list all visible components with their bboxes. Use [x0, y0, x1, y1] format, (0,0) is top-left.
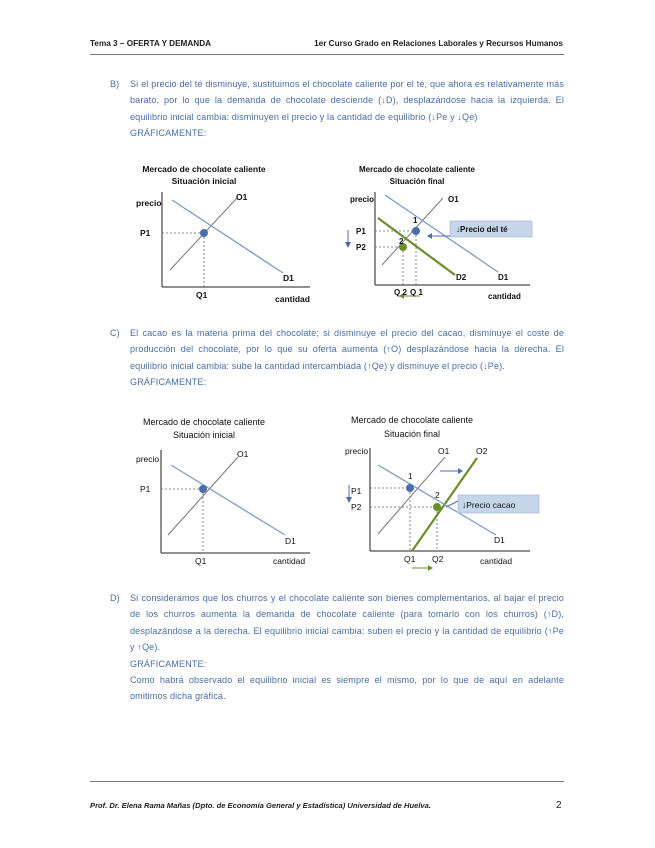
chart-b-initial-title2: Situación inicial: [171, 176, 237, 186]
chart-c-final-shift-arrowhead: [458, 468, 463, 474]
chart-c-initial-q-label: Q1: [195, 556, 207, 566]
chart-b-final-q1-label: Q 1: [410, 288, 423, 297]
chart-b-final-title2: Situación final: [389, 177, 445, 186]
chart-c-final-p2-label: P2: [351, 502, 362, 512]
chart-b-initial-demand-line: [172, 200, 283, 273]
chart-b-final-shift-arrowhead: [427, 233, 432, 239]
chart-c-final-title1: Mercado de chocolate caliente: [350, 415, 474, 425]
chart-c-initial-supply-line: [168, 457, 238, 535]
chart-b-final-price-down-arrowhead: [345, 242, 351, 248]
chart-b-final-ylabel: precio: [350, 195, 375, 204]
chart-c-final-callout: ↓Precio cacao: [462, 500, 516, 510]
chart-c-final-point-1: [406, 484, 414, 492]
chart-b-initial: [120, 160, 330, 310]
header-rule: [90, 54, 564, 55]
chart-b-final-xlabel: cantidad: [488, 292, 521, 301]
footer-rule: [90, 781, 564, 782]
chart-b-initial-supply-label: O1: [236, 192, 248, 202]
section-b-grafico: GRÁFICAMENTE:: [130, 128, 207, 139]
section-d-text: Si consideramos que los churros y el chocolate caliente son bienes complementarios, al bajar el precio de los churros aumenta la demanda de chocolate caliente (para tomarlo con los churros) (↑D), desplazándose a la derecha. El equilibrio inicial cambia: suben el precio y la cantidad de equilibrio (↑Pe y ↑Qe).: [130, 593, 564, 653]
chart-c-initial-xlabel: cantidad: [273, 556, 306, 566]
chart-b-final-point-1: [412, 227, 420, 235]
chart-b-final-p1-label: P1: [356, 227, 366, 236]
section-d-paragraph: [130, 590, 564, 705]
chart-c-initial-equilibrium-point: [199, 485, 207, 493]
chart-c-initial: [120, 410, 330, 570]
chart-c-final-q2-label: Q2: [432, 554, 444, 564]
chart-b-final-callout: ↓Precio del té: [456, 225, 508, 234]
chart-c-final-title2: Situación final: [383, 429, 441, 439]
header-left: Tema 3 – OFERTA Y DEMANDA: [90, 39, 212, 48]
chart-c-final-point-2: [433, 503, 441, 511]
header-right: 1er Curso Grado en Relaciones Laborales y Recursos Humanos: [314, 39, 563, 48]
chart-b-initial-title1: Mercado de chocolate caliente: [142, 164, 266, 174]
chart-c-initial-title1: Mercado de chocolate caliente: [142, 417, 266, 427]
chart-c-final: [340, 410, 560, 575]
chart-b-final-point1-label: 1: [413, 216, 418, 225]
chart-b-initial-equilibrium-point: [200, 229, 208, 237]
chart-c-final-callout-pointer: [446, 501, 458, 507]
chart-b-final-title1: Mercado de chocolate caliente: [358, 165, 476, 174]
chart-c-final-xlabel: cantidad: [480, 556, 513, 566]
section-c-grafico: GRÁFICAMENTE:: [130, 377, 207, 388]
chart-b-initial-ylabel: precio: [136, 198, 162, 208]
chart-c-final-point2-label: 2: [435, 490, 440, 500]
section-d-label: D): [110, 593, 120, 603]
section-d-note: Como habrá observado el equilibrio inicial es siempre el mismo, por lo que de aquí en adelante omitimos dicha gráfica.: [130, 675, 564, 702]
chart-b-final-p2-label: P2: [356, 243, 366, 252]
chart-c-initial-title2: Situación inicial: [172, 430, 236, 440]
section-c-text: El cacao es la materia prima del chocolate; si disminuye el precio del cacao, disminuye el coste de producción del chocolate, por lo que su oferta aumenta (↑O) desplazándose hacia la derecha. El equilibrio inicial cambia: sube la cantidad intercambiada (↑Qe) y disminuye el precio (↓Pe).: [130, 328, 564, 371]
chart-c-final-ylabel: precio: [345, 446, 369, 456]
chart-b-final-supply-label: O1: [448, 195, 459, 204]
chart-c-final-demand-label: D1: [494, 535, 505, 545]
chart-b-final-point2-label: 2: [399, 237, 404, 246]
chart-c-final-q1-label: Q1: [404, 554, 416, 564]
chart-b-final-q2-label: Q 2: [394, 288, 407, 297]
chart-c-final-p1-label: P1: [351, 486, 362, 496]
chart-c-initial-p-label: P1: [140, 484, 151, 494]
chart-b-final-demand1-label: D1: [498, 273, 509, 282]
footer-text: Prof. Dr. Elena Rama Mañas (Dpto. de Economía General y Estadística) Universidad de Huelva.: [90, 801, 431, 810]
chart-c-final-supply2-label: O2: [476, 446, 488, 456]
chart-c-initial-ylabel: precio: [136, 454, 160, 464]
chart-c-final-qty-right-arrowhead: [428, 565, 433, 571]
chart-b-initial-p-label: P1: [140, 228, 151, 238]
chart-c-final-supply1-label: O1: [438, 446, 450, 456]
chart-b-final-demand2-label: D2: [456, 273, 467, 282]
section-c-label: C): [110, 328, 120, 338]
chart-b-final: [340, 160, 560, 310]
section-b-text: Si el precio del té disminuye, sustituimos el chocolate caliente por el té, que ahora es relativamente más barato, por lo que la demanda de chocolate desciende (↓D), desplazándose hacia la izquierda. El equilibrio inicial cambia: disminuyen el precio y la cantidad de equilibrio (↓Pe y ↓Qe): [130, 79, 564, 122]
section-b-label: B): [110, 79, 120, 89]
section-b-paragraph: [130, 76, 564, 142]
chart-b-initial-xlabel: cantidad: [275, 294, 310, 304]
section-d-grafico: GRÁFICAMENTE:: [130, 658, 207, 669]
chart-c-initial-demand-label: D1: [285, 536, 296, 546]
chart-c-final-point1-label: 1: [408, 471, 413, 481]
chart-b-initial-q-label: Q1: [196, 290, 208, 300]
page-number: 2: [556, 800, 562, 811]
section-c-paragraph: [130, 325, 564, 391]
chart-c-initial-supply-label: O1: [237, 449, 249, 459]
chart-c-initial-demand-line: [171, 465, 285, 535]
chart-b-initial-demand-label: D1: [283, 273, 294, 283]
